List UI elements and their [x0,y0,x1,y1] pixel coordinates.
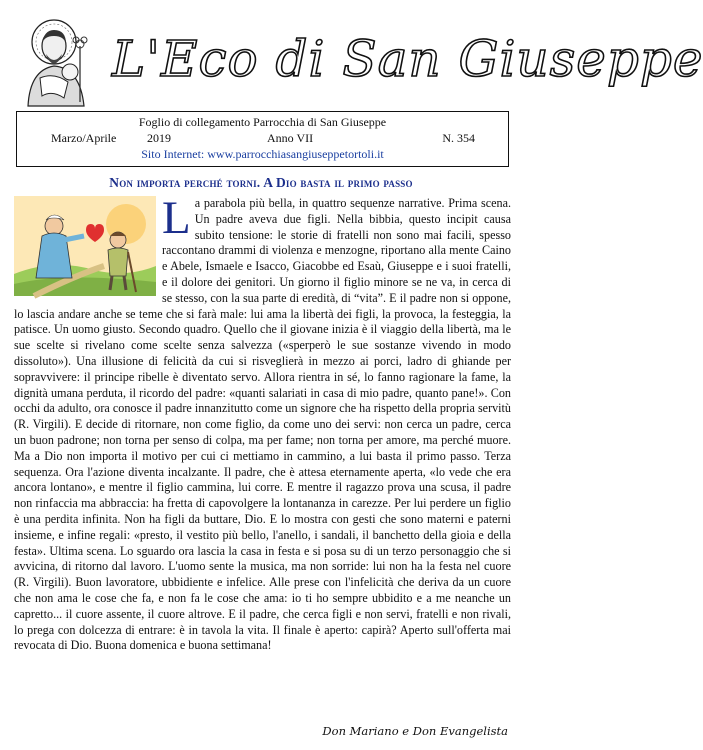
issue-volume: Anno VII [267,131,314,145]
website-link[interactable]: Sito Internet: www.parrocchiasangiuseppetortoli.it [141,147,384,161]
issue-date: Marzo/Aprile [51,131,117,145]
drop-cap: L [162,192,191,244]
bulletin-subtitle: Foglio di collegamento Parrocchia di San Giuseppe [138,115,387,129]
article-headline: Non importa perché torni. A Dio basta il primo passo [109,175,413,190]
masthead-title: L'Eco di San Giuseppe [112,30,703,88]
article-text: a parabola più bella, in quattro sequenze narrative. Prima scena. Un padre aveva due figli. Nella bibbia, questo incipit causa subito tensione: le storie di fratelli non sono mai facili, spesso raccontano drammi di violenza e menzogne, riportano alla mente Caino e Abele, Ismaele e Isacco, Giacobbe ed Esaù, Giuseppe e i suoi fratelli, e il dolore dei genitori. Un giorno il figlio minore se ne va, in cerca di se stesso, con la sua parte di eredità, di “vita”. E il padre non si oppone, lo lascia andare anche se teme che si farà male: lui ama la libertà dei figli, la provoca, la festeggia, la patisce. Un uomo giusto. Secondo quadro. Quello che il giovane inizia è il viaggio della libertà, ma le sue scelte si rivelano come scelte senza salvezza («sperperò le sue sostanze vivendo in modo dissoluto»). Una illusione di felicità da cui si risveglierà in mezzo ai porci, ladro di ghiande per sopravvivere: il principe ribelle è diventato servo. Allora rientra in sé, lo fanno ragionare la fame, la dignità umana perduta, il ricordo del padre: «quanti salariati in casa di mio padre, quanto pane!». Con occhi da adulto, ora conosce il padre innanzitutto come un signore che ha rispetto della propria servitù (R. Virgili). E decide di ritornare, non come figlio, da come uno dei servi: non cerca un padre, cerca un buon padrone; non torna per senso di colpa, ma per fame; non torna per amore, ma perché muore. Ma a Dio non importa il motivo per cui ci mettiamo in cammino, a lui basta il primo passo. Terza sequenza. Ora l'azione diventa incalzante. Il padre, che è attesa eternamente aperta, «lo vede che era ancora lontano», e mentre il figlio cammina, lui corre. E mentre il ragazzo prova una scusa, il padre non rinfaccia ma abbraccia: ha fretta di capovolgere la lontananza in carezze. Per lui perdere un figlio è una perdita infinita. Non ha figli da buttare, Dio. E lo mostra con gesti che sono materni e paterni insieme, e infine regali: «presto, il vestito più bello, l'anello, i sandali, il banchetto della gioia e della festa». Ultima scena. Lo sguardo ora lascia la casa in festa e si posa su di un terzo personaggio che si avvicina, di ritorno dal lavoro. L'uomo sente la musica, ma non sorride: lui non ha la festa nel cuore (R. Virgili). Buon lavoratore, ubbidiente e infelice. Alle prese con l'infelicità che deriva da un cuore che non ama le cose che fa, e non fa le cose che ama: io ti ho sempre ubbidito e a me neanche un capretto... il cuore assente, il cuore altrove. E il padre, che cerca figli e non servi, fratelli e non rivali, lo prega con dolcezza di entrare: è in tavola la vita. Il finale è aperto: capirà? Aperto sull'offerta mai revocata di Dio. Buona domenica e buona settimana! [14,196,511,653]
prodigal-son-illustration [14,196,156,296]
signature: Don Mariano e Don Evangelista [322,724,508,738]
info-box [16,111,509,167]
saint-joseph-logo [10,6,105,108]
article-body [14,192,511,654]
issue-number: N. 354 [442,131,475,145]
issue-year: 2019 [147,131,171,145]
